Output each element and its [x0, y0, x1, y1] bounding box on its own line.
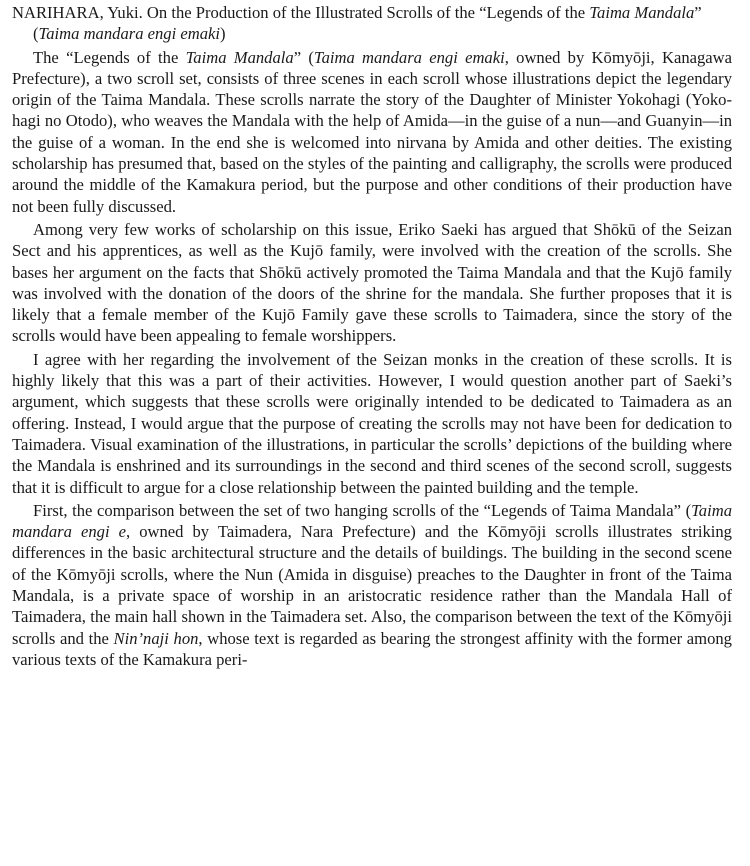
author-name: NARIHARA, Yuki.	[12, 3, 143, 22]
text-run: , owned by Taimadera, Nara Prefecture) and the Kōmyōji scrolls illustrates striking differences in the basic architectural structure and the details of buildings. The building in the second scene of the Kōmyōji scrolls, where the Nun (Amida in disguise) preaches to the Daughter in front of the Taima Mandala, is a private space of worship in an aristocratic residence rather than the Mandala Hall of Taimadera, the main hall shown in the Taimadera set. Also, the comparison between the text of the Kōmyōji scrolls and the	[12, 522, 732, 648]
text-run: , owned by Kōmyōji, Kanagawa Prefecture), a two scroll set, consists of three scenes in each scroll whose illustrations depict the legendary origin of the Taima Mandala. These scrolls narrate the story of the Daughter of Minister Yokohagi (Yokohagi no Otodo), who weaves the Mandala with the help of Amida—in the guise of a nun—and Guanyin—in the guise of a woman. In the end she is welcomed into nirvana by Amida and other deities. The existing scholarship has presumed that, based on the styles of the painting and calligraphy, the scrolls were produced around the middle of the Kamakura period, but the purpose and other conditions of their production have not been fully discussed.	[12, 47, 732, 216]
paragraph-3: I agree with her regarding the involvement of the Seizan monks in the creation of these scrolls. It is highly likely that this was a part of their activities. However, I would question another part of Saeki’s argument, which suggests that these scrolls were originally intended to be dedicated to Taimadera as an offering. Instead, I would argue that the purpose of creating the scrolls may not have been for dedication to Taimadera. Visual examination of the illustrations, in particular the scrolls’ depictions of the building where the Mandala is enshrined and its surroundings in the second and third scenes of the second scroll, suggests that it is difficult to argue for a close relationship between the painted building and the temple.	[12, 349, 732, 497]
paragraph-1	[12, 47, 732, 217]
text-run: ” (	[293, 47, 314, 67]
title-romanized: Taima mandara engi emaki	[38, 24, 220, 44]
title-part: On the Production of the Illustrated Scrolls of the “Legends of the	[146, 3, 590, 22]
text-run: The “Legends of the	[33, 47, 186, 67]
title-italic: Taima Mandala	[589, 3, 695, 22]
paragraph-4	[12, 500, 732, 670]
text-run: First, the comparison between the set of two hanging scrolls of the “Legends of Taima Mandala” (	[33, 500, 692, 520]
text-run: , whose text is regarded as bearing the strongest affinity with the former among various texts of the Kamakura peri-	[12, 628, 732, 669]
italic-run: Taima mandara engi e	[12, 500, 732, 542]
italic-run: Nin’naji hon	[113, 628, 199, 648]
title-part: ” (	[33, 3, 702, 44]
title-part: )	[219, 24, 226, 44]
paragraph-2: Among very few works of scholarship on this issue, Eriko Saeki has argued that Shōkū of the Seizan Sect and his apprentices, as well as the Kujō family, were involved with the creation of the scrolls. She bases her argument on the facts that Shōkū actively promoted the Taima Mandala and that the Kujō family was involved with the donation of the doors of the shrine for the mandala. She further proposes that it is likely that a female member of the Kujō Family gave these scrolls to Taimadera, since the story of the scrolls would have been appealing to female worshippers.	[12, 219, 732, 346]
italic-run: Taima mandara engi emaki	[313, 47, 505, 67]
italic-run: Taima Mandala	[185, 47, 294, 67]
article-heading	[12, 2, 732, 45]
